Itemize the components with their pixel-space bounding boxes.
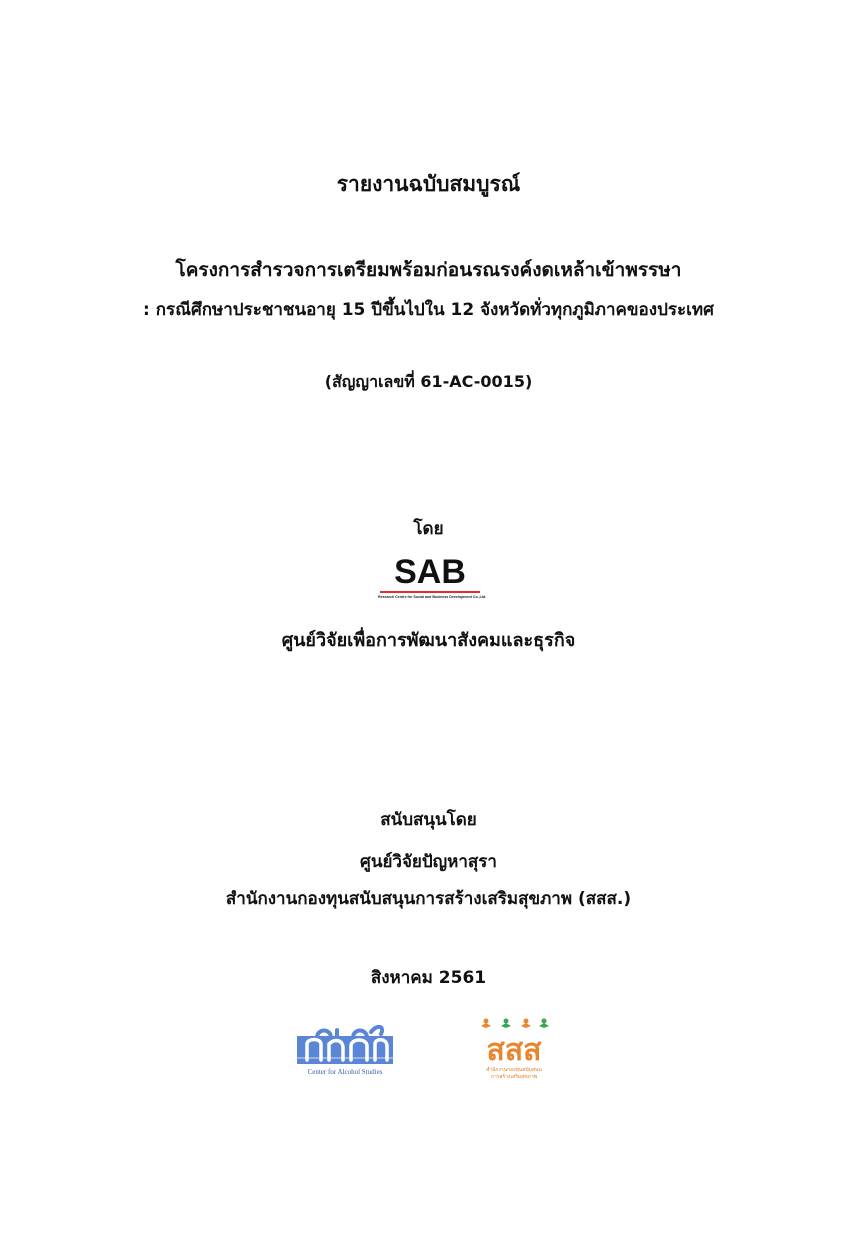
- cas-logo-caption: Center for Alcohol Studies: [307, 1068, 383, 1076]
- by-label: โดย: [413, 519, 444, 539]
- thaihealth-logo-text: สสส: [486, 1033, 542, 1066]
- supporter-cas: ศูนย์วิจัยปัญหาสุรา: [360, 852, 497, 872]
- sab-logo-underline: [380, 591, 480, 593]
- sab-logo: [378, 552, 487, 604]
- project-title-line-1: โครงการสำรวจการเตรียมพร้อมก่อนรณรงค์งดเหล้าเข้าพรรษา: [175, 259, 682, 281]
- organization-name: ศูนย์วิจัยเพื่อการพัฒนาสังคมและธุรกิจ: [281, 630, 576, 651]
- report-date: สิงหาคม 2561: [370, 968, 487, 988]
- contract-number: (สัญญาเลขที่ 61-AC-0015): [324, 372, 533, 391]
- thaihealth-logo-subtitle-2: การสร้างเสริมสุขภาพ: [490, 1074, 538, 1080]
- sab-logo-text: SAB: [394, 553, 466, 591]
- thaihealth-logo-subtitle-1: สำนักงานกองทุนสนับสนุน: [486, 1067, 542, 1073]
- project-title-line-2: : กรณีศึกษาประชาชนอายุ 15 ปีขึ้นไปใน 12 จังหวัดทั่วทุกภูมิภาคของประเทศ: [143, 300, 714, 320]
- report-title: รายงานฉบับสมบูรณ์: [336, 172, 521, 196]
- thaihealth-logo-mark: [474, 1016, 554, 1066]
- cas-logo: [297, 1024, 393, 1080]
- supported-by-label: สนับสนุนโดย: [380, 810, 477, 830]
- cas-logo-mark: [297, 1024, 393, 1064]
- sab-logo-subtitle: Research Centre for Social and Business Development Co.,Ltd.: [378, 595, 487, 599]
- supporter-thaihealth: สำนักงานกองทุนสนับสนุนการสร้างเสริมสุขภาพ (สสส.): [225, 889, 632, 909]
- thaihealth-logo: [474, 1016, 554, 1082]
